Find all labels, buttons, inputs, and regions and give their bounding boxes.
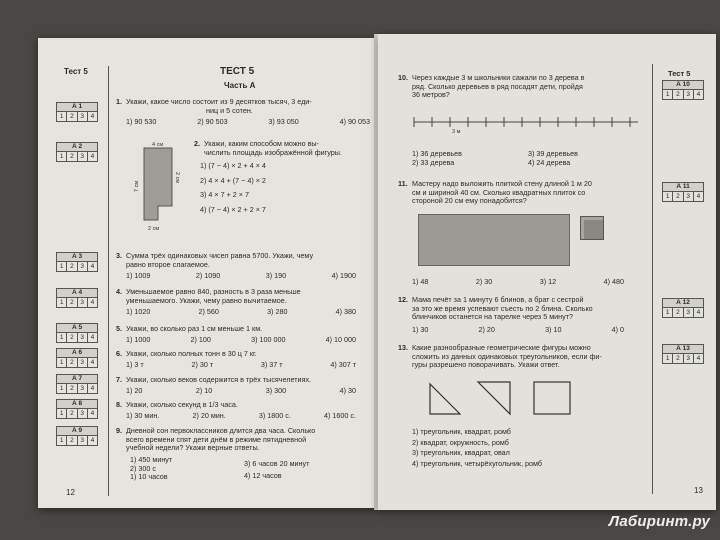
q5-text: Укажи, во сколько раз 1 см меньше 1 км. [126, 324, 263, 333]
q11-wall-rect [418, 214, 570, 266]
q10-ruler [412, 112, 642, 136]
q2-number: 2. [194, 139, 200, 148]
q11-number: 11. [398, 179, 408, 188]
answer-box-a12[interactable]: А 12 1 2 3 4 [662, 298, 704, 318]
q13-options: 1) треугольник, квадрат, ромб 2) квадрат, окружность, ромб 3) треугольник, квадрат, овал 4) треугольник, четырёхугольник, ромб [412, 427, 543, 468]
answer-box-a8[interactable]: А 8 1 2 3 4 [56, 399, 98, 419]
q11-tile-square [580, 216, 604, 240]
q7-options: 1) 20 2) 10 3) 300 4) 30 [126, 386, 356, 395]
margin-line [652, 64, 653, 494]
page-number: 13 [694, 486, 703, 495]
q2-options: 1) (7 − 4) × 2 + 4 × 4 2) 4 × 4 + (7 − 4) × 2 3) 4 × 7 + 2 × 7 4) (7 − 4) × 2 + 2 × 7 [200, 161, 266, 214]
q12-text: Мама печёт за 1 минуту 6 блинов, а брат с сестрой за это же время успевают съесть по 2 блина. Сколько блинчиков останется на тарелке через 5 минут? [412, 295, 593, 322]
answer-box-a13[interactable]: А 13 1 2 3 4 [662, 344, 704, 364]
answer-box-a11[interactable]: А 11 1 2 3 4 [662, 182, 704, 202]
svg-text:2 см: 2 см [148, 226, 160, 232]
page-header: Тест 5 [64, 67, 88, 76]
q7-text: Укажи, сколько веков содержится в трёх тысячелетиях. [126, 375, 312, 384]
answer-box-a9[interactable]: А 9 1 2 3 4 [56, 426, 98, 446]
test-title: ТЕСТ 5 [220, 66, 255, 77]
answer-box-a7[interactable]: А 7 1 2 3 4 [56, 374, 98, 394]
page-header: Тест 5 [668, 69, 691, 78]
q3-options: 1) 1009 2) 1090 3) 190 4) 1900 [126, 271, 356, 280]
q9-text: Дневной сон первоклассников длится два часа. Сколько всего времени спят дети днём в режиме пятидневной учебной недели? Укажи верные ответы. [126, 426, 316, 453]
q5-options: 1) 1000 2) 100 3) 100 000 4) 10 000 [126, 335, 356, 344]
q11-options: 1) 48 2) 30 3) 12 4) 480 [412, 277, 624, 286]
q5-number: 5. [116, 324, 122, 333]
watermark-logo: Лабиринт.ру [608, 513, 710, 530]
q1-options: 1) 90 530 2) 90 503 3) 93 050 4) 90 053 [126, 117, 370, 126]
answer-box-a10[interactable]: А 10 1 2 3 4 [662, 80, 704, 100]
q6-options: 1) 3 т 2) 30 т 3) 37 т 4) 307 т [126, 360, 356, 369]
q9-options-right: 3) 6 часов 20 минут 4) 12 часов [244, 459, 310, 480]
q10-options-left: 1) 36 деревьев 2) 33 дерева [412, 149, 462, 167]
answer-box-a6[interactable]: А 6 1 2 3 4 [56, 348, 98, 368]
right-page [378, 34, 716, 510]
svg-text:3 м: 3 м [452, 129, 461, 135]
part-title: Часть А [224, 81, 256, 90]
margin-line [108, 66, 109, 496]
svg-text:4 см: 4 см [152, 142, 164, 148]
square [534, 382, 570, 414]
answer-box-a5[interactable]: А 5 1 2 3 4 [56, 323, 98, 343]
q4-options: 1) 1020 2) 560 3) 280 4) 380 [126, 307, 356, 316]
q9-number: 9. [116, 426, 122, 435]
q1-number: 1. [116, 97, 122, 106]
q8-text: Укажи, сколько секунд в 1/3 часа. [126, 400, 238, 409]
q4-text: Уменьшаемое равно 840, разность в 3 раза меньше уменьшаемого. Укажи, чему равно вычитаемое. [126, 287, 301, 305]
q10-number: 10. [398, 73, 408, 82]
svg-text:2 см: 2 см [174, 172, 180, 184]
q2-text: Укажи, каким способом можно вы- числить площадь изображённой фигуры. [204, 139, 342, 157]
q4-number: 4. [116, 287, 122, 296]
triangle-2 [478, 382, 510, 414]
answer-box-a1[interactable]: А 1 1 2 3 4 [56, 102, 98, 122]
q3-number: 3. [116, 251, 122, 260]
q12-options: 1) 30 2) 20 3) 10 4) 0 [412, 325, 624, 334]
q8-options: 1) 30 мин. 2) 20 мин. 3) 1800 с. 4) 1600 с. [126, 411, 356, 420]
q10-text: Через каждые 3 м школьники сажали по 3 дерева в ряд. Сколько деревьев в ряд посадят дети, пройдя 36 метров? [412, 73, 585, 100]
answer-box-a3[interactable]: А 3 1 2 3 4 [56, 252, 98, 272]
page-number: 12 [66, 488, 75, 497]
q9-options: 1) 450 минут 2) 300 с 1) 10 часов [130, 455, 173, 482]
q6-text: Укажи, сколько полных тонн в 30 ц 7 кг. [126, 349, 257, 358]
svg-text:7 см: 7 см [134, 180, 140, 192]
left-page [38, 38, 378, 508]
q8-number: 8. [116, 400, 122, 409]
q6-number: 6. [116, 349, 122, 358]
q13-text: Какие разнообразные геометрические фигуры можно сложить из данных одинаковых треугольников, если фи- гуры разрешено поворачивать. Укажи ответ. [412, 343, 602, 370]
q7-number: 7. [116, 375, 122, 384]
q13-number: 13. [398, 343, 408, 352]
q2-figure [128, 138, 190, 238]
answer-box-a4[interactable]: А 4 1 2 3 4 [56, 288, 98, 308]
answer-box-a2[interactable]: А 2 1 2 3 4 [56, 142, 98, 162]
q12-number: 12. [398, 295, 408, 304]
q3-text: Сумма трёх одинаковых чисел равна 5700. Укажи, чему равно второе слагаемое. [126, 251, 314, 269]
q11-text: Мастеру надо выложить плиткой стену длиной 1 м 20 см и шириной 40 см. Сколько квадратных плиток со стороной 20 см ему понадобится? [412, 179, 592, 206]
q1-text: Укажи, какое число состоит из 9 десятков тысяч, 3 еди- ниц и 5 сотен. [126, 97, 312, 115]
triangle-1 [430, 384, 460, 414]
q10-options-right: 3) 39 деревьев 4) 24 дерева [528, 149, 578, 167]
q13-shapes [426, 378, 576, 418]
